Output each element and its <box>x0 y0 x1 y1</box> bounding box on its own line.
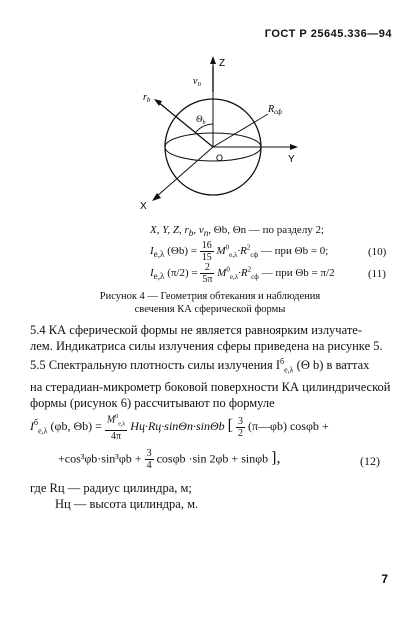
y-arrow <box>290 144 298 150</box>
axis-x-label: X <box>140 201 147 212</box>
equation-12-line-2: +cos³φb·sin³φb + $\frac{3}{4}$ cosφb ·sin 2φb + sinφb ], <box>58 448 281 471</box>
equation-10: $I_{e,\lambda}$ (Θb) = $\frac{16}{15}$ $M^0_{e,\lambda}\cdot R^2_{сф}$ — при Θb = 0; <box>150 240 329 263</box>
equation-11-number: (11) <box>368 268 386 280</box>
para-line-2: лем. Индикатриса силы излучения сферы приведена на рисунке 5. <box>30 339 383 353</box>
para-line-4: на стерадиан-микрометр боковой поверхности КА цилиндрической <box>30 379 391 394</box>
standard-code: ГОСТ Р 25645.336—94 <box>264 28 392 40</box>
body-paragraphs <box>30 322 400 411</box>
radius-label: $R_{сф}$ <box>268 104 283 116</box>
para-line-1: 5.4 КА сферической формы не является равноярким излучате- <box>30 323 362 337</box>
figure-caption: Рисунок 4 — Геометрия обтекания и наблюдения свечения КА сферической формы <box>99 291 321 315</box>
page-number: 7 <box>381 572 388 586</box>
origin-label: O <box>216 153 224 163</box>
equation-10-number: (10) <box>368 246 387 258</box>
axis-y-label: Y <box>288 154 295 165</box>
z-arrow <box>210 56 216 64</box>
where-height: Hц — высота цилиндра, м. <box>55 497 199 511</box>
equation-11: $I_{e,\lambda}$ (π/2) = $\frac{2}{5\pi}$ $M^0_{e,\lambda}\cdot R^2_{сф}$ — при Θb = π/2 <box>150 262 335 285</box>
equation-12-line-1: $I^б_{e,\lambda}$ (φb, Θb) = $\frac{M^0_{e,\lambda}}{4\pi}$ Hц·Rц·sinΘп·sinΘb [ $\frac{3}{2}$ (π—φb) cosφb + <box>30 414 329 443</box>
para-line-3: 5.5 Спектральную плотность силы излучения $I^б_{e,\lambda}$ (Θ b) в ваттах <box>30 357 370 375</box>
equation-12-number: (12) <box>360 454 380 468</box>
r-b-label: $r_b$ <box>143 92 151 104</box>
axis-z-label: Z <box>219 58 226 69</box>
where-radius: где Rц — радиус цилиндра, м; <box>30 481 192 495</box>
legend-symbols: X, Y, Z, $r_b$, $v_n$, Θb, Θn — по разделу 2; <box>150 224 325 239</box>
v-n-label: $v_n$ <box>193 76 201 88</box>
radius-leader <box>258 114 268 120</box>
x-axis <box>156 147 213 197</box>
para-line-5: формы (рисунок 6) рассчитывают по формуле <box>30 395 275 410</box>
sphere-geometry-figure <box>118 52 318 212</box>
theta-b-label: $\Theta_b$ <box>196 114 206 126</box>
